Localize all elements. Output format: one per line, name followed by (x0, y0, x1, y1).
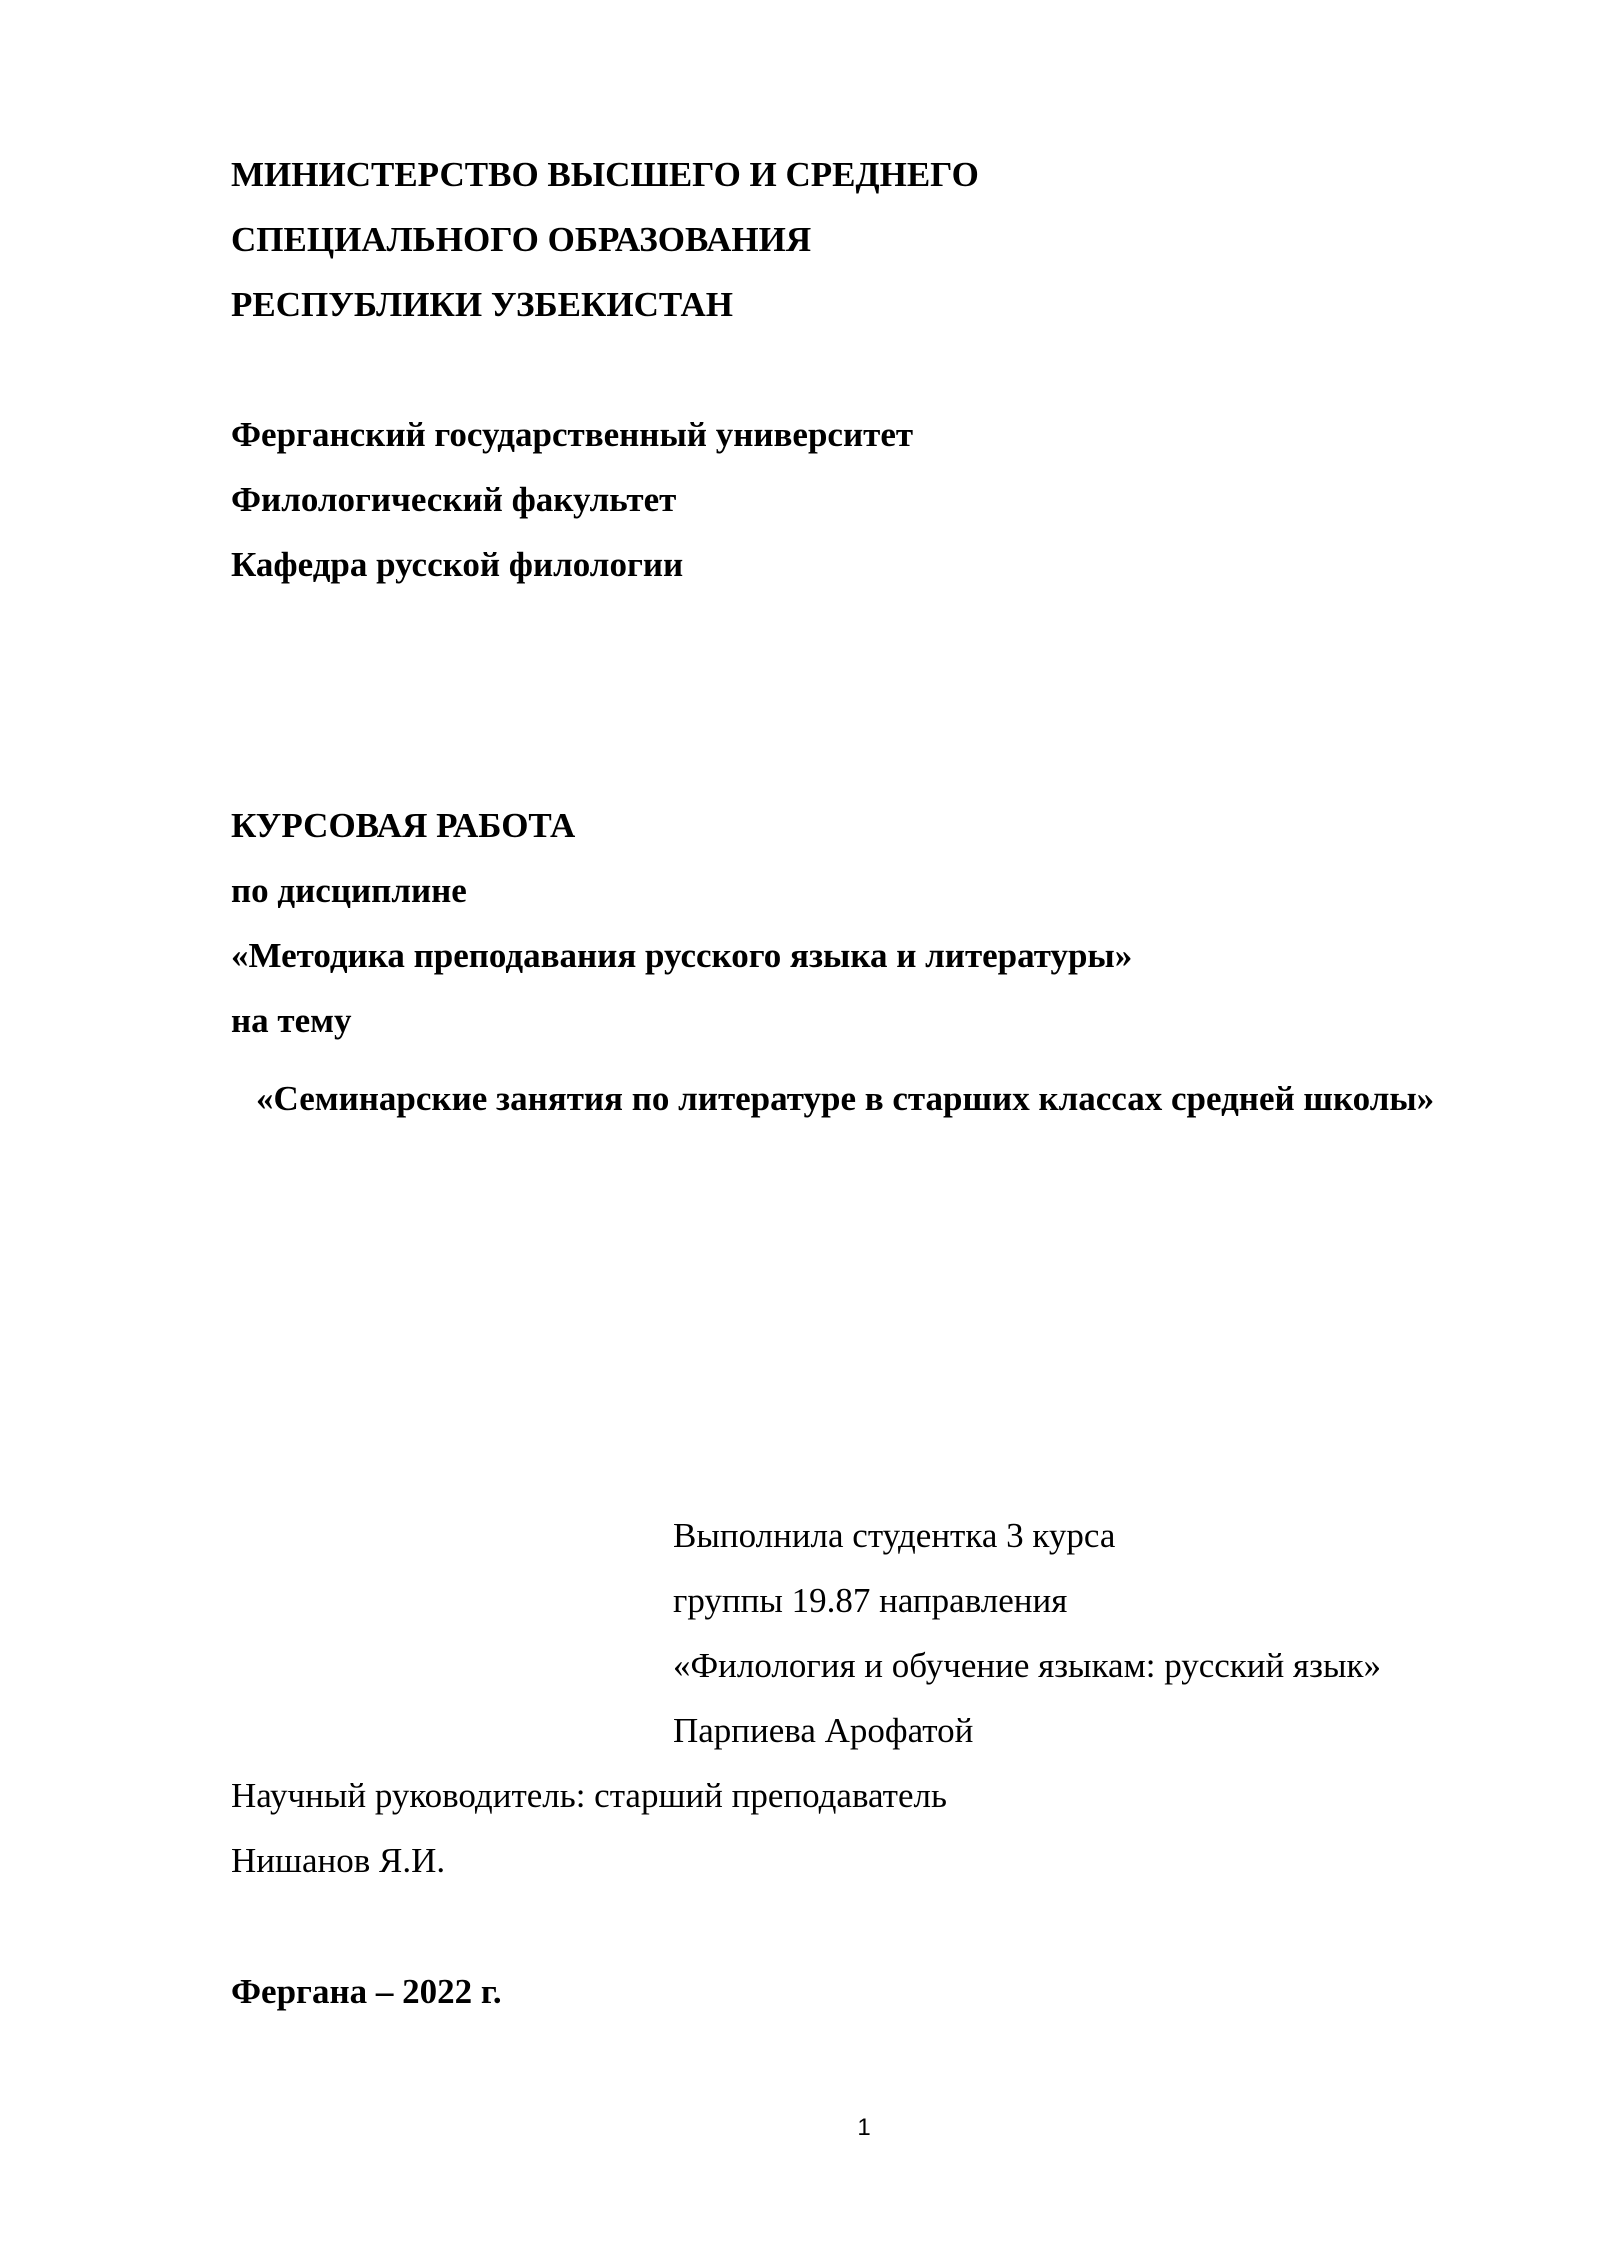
faculty-name: Филологический факультет (231, 480, 677, 519)
ministry-line-3: РЕСПУБЛИКИ УЗБЕКИСТАН (231, 285, 733, 324)
university-name: Ферганский государственный университет (231, 415, 914, 454)
author-line-1: Выполнила студентка 3 курса (673, 1516, 1116, 1555)
discipline-prefix: по дисциплине (231, 871, 467, 910)
place-year: Фергана – 2022 г. (231, 1972, 502, 2011)
supervisor-name: Нишанов Я.И. (231, 1841, 446, 1880)
ministry-line-1: МИНИСТЕРСТВО ВЫСШЕГО И СРЕДНЕГО (231, 155, 979, 194)
topic-prefix: на тему (231, 1001, 352, 1040)
ministry-line-2: СПЕЦИАЛЬНОГО ОБРАЗОВАНИЯ (231, 220, 812, 259)
author-line-3: «Филология и обучение языкам: русский язык» (673, 1646, 1381, 1685)
work-type: КУРСОВАЯ РАБОТА (231, 806, 576, 845)
author-line-2: группы 19.87 направления (673, 1581, 1068, 1620)
discipline-name: «Методика преподавания русского языка и литературы» (231, 936, 1133, 975)
supervisor-title: Научный руководитель: старший преподаватель (231, 1776, 947, 1815)
page-number: 1 (857, 2114, 871, 2141)
topic-title: «Семинарские занятия по литературе в старших классах средней школы» (256, 1079, 1435, 1118)
department-name: Кафедра русской филологии (231, 545, 684, 584)
author-name: Парпиева Арофатой (673, 1711, 974, 1750)
